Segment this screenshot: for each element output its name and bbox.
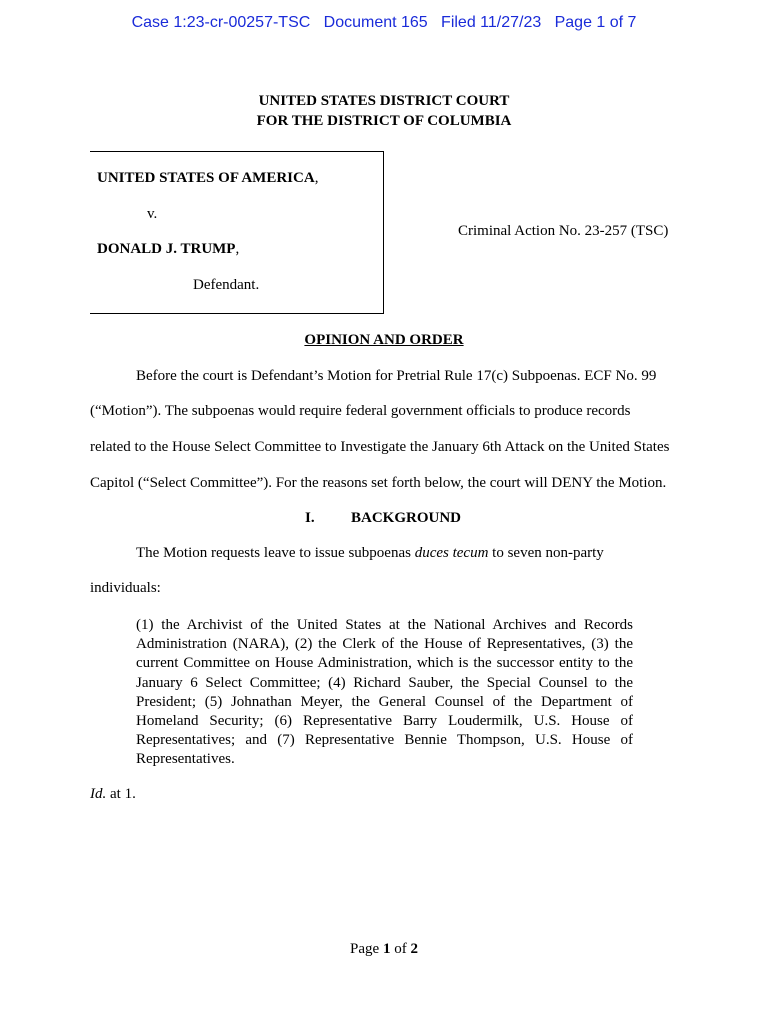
paragraph-line: related to the House Select Committee to Investigate the January 6th Attack on the United States <box>90 439 670 455</box>
citation-rest: at 1. <box>106 786 136 802</box>
opinion-heading: OPINION AND ORDER <box>304 332 464 348</box>
footer-page-total: 2 <box>410 941 418 957</box>
quote-line: Homeland Security; (6) Representative Barry Loudermilk, U.S. House of <box>136 713 633 730</box>
plaintiff-name <box>97 170 318 187</box>
paragraph-line <box>136 545 604 562</box>
court-title-line2: FOR THE DISTRICT OF COLUMBIA <box>256 113 512 129</box>
citation <box>90 786 136 803</box>
section-number: I. <box>305 510 315 526</box>
quote-line: (1) the Archivist of the United States at the National Archives and Records <box>136 617 633 633</box>
citation-id: Id. <box>90 786 107 802</box>
footer-page-number: 1 <box>382 941 391 957</box>
footer-of-word: of <box>390 941 411 957</box>
paragraph-line: Before the court is Defendant’s Motion for Pretrial Rule 17(c) Subpoenas. ECF No. 99 <box>136 368 657 384</box>
defendant-label: DONALD J. TRUMP <box>97 241 236 257</box>
defendant-name <box>97 241 239 258</box>
quote-line: current Committee on House Administration, which is the successor entity to the <box>136 655 633 672</box>
quote-line: Representatives. <box>136 751 235 768</box>
block-quote <box>136 616 633 770</box>
ecf-header-stamp: Case 1:23-cr-00257-TSC Document 165 Filed 11/27/23 Page 1 of 7 <box>131 14 637 31</box>
section-title: BACKGROUND <box>351 510 462 526</box>
defendant-role: Defendant. <box>193 277 260 293</box>
footer-page-word: Page <box>350 941 383 957</box>
para2-text-before: The Motion requests leave to issue subpoenas <box>136 545 415 561</box>
quote-line: Administration (NARA), (2) the Clerk of the House of Representatives, (3) the <box>136 636 633 653</box>
versus-label: v. <box>147 206 158 222</box>
paragraph-line: individuals: <box>90 580 161 596</box>
court-title-line1: UNITED STATES DISTRICT COURT <box>258 93 510 109</box>
page-footer <box>0 941 768 958</box>
defendant-comma: , <box>235 241 240 257</box>
plaintiff-label: UNITED STATES OF AMERICA <box>97 170 315 186</box>
quote-line: Representatives; and (7) Representative Bennie Thompson, U.S. House of <box>136 732 633 749</box>
quote-line: January 6 Select Committee; (4) Richard Sauber, the Special Counsel to the <box>136 674 633 691</box>
paragraph-line: Capitol (“Select Committee”). For the reasons set forth below, the court will DENY the Motion. <box>90 475 667 491</box>
plaintiff-comma: , <box>314 170 319 186</box>
para2-italic-term: duces tecum <box>414 545 489 561</box>
para2-text-after: to seven non-party <box>488 545 604 561</box>
quote-line: President; (5) Johnathan Meyer, the General Counsel of the Department of <box>136 693 633 710</box>
case-number: Criminal Action No. 23-257 (TSC) <box>458 223 669 239</box>
paragraph-line: (“Motion”). The subpoenas would require federal government officials to produce records <box>90 403 631 419</box>
